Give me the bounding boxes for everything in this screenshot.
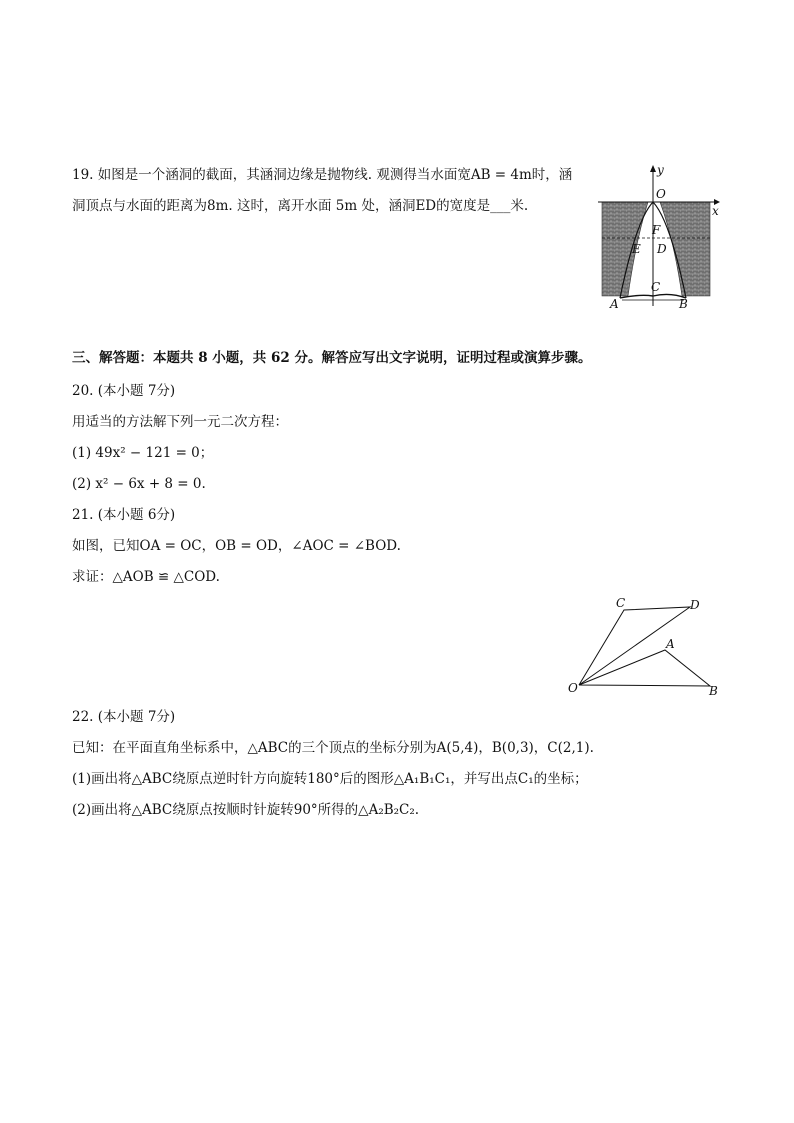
label-C: C bbox=[616, 596, 626, 610]
culvert-figure bbox=[590, 160, 730, 315]
label-y: y bbox=[657, 163, 664, 177]
q20-part-2: (2) x² − 6x + 8 = 0. bbox=[72, 476, 206, 492]
embankment-right bbox=[660, 202, 710, 296]
q22-part-1: (1)画出将△ABC绕原点逆时针方向旋转180°后的图形△A₁B₁C₁，并写出点C₁的坐标； bbox=[72, 771, 588, 787]
label-B: B bbox=[709, 684, 718, 698]
label-E: E bbox=[632, 242, 641, 256]
triangle-AOB bbox=[579, 650, 710, 686]
label-O: O bbox=[568, 681, 578, 695]
q20-part-1: (1) 49x² − 121 = 0； bbox=[72, 445, 214, 461]
q22-given: 已知：在平面直角坐标系中，△ABC的三个顶点的坐标分别为A(5,4)，B(0,3)，C(2,1). bbox=[72, 740, 594, 756]
label-F: F bbox=[652, 223, 661, 237]
label-B: B bbox=[679, 297, 688, 311]
q20-intro: 用适当的方法解下列一元二次方程： bbox=[72, 414, 288, 430]
label-D: D bbox=[657, 242, 667, 256]
label-C: C bbox=[651, 280, 661, 294]
section-heading: 三、解答题：本题共 8 小题，共 62 分。解答应写出文字说明，证明过程或演算步骤。 bbox=[72, 350, 592, 366]
q21-prove: 求证：△AOB ≌ △COD. bbox=[72, 569, 220, 585]
q19-line-1: 19. 如图是一个涵洞的截面，其涵洞边缘是抛物线. 观测得当水面宽AB = 4m时，涵 bbox=[72, 167, 573, 183]
q20-header: 20. (本小题 7分) bbox=[72, 383, 176, 399]
q21-header: 21. (本小题 6分) bbox=[72, 507, 176, 523]
label-A: A bbox=[610, 297, 619, 311]
label-x: x bbox=[712, 204, 719, 218]
label-D: D bbox=[690, 598, 700, 612]
q19-line-2: 洞顶点与水面的距离为8m. 这时，离开水面 5m 处，涵洞ED的宽度是___米. bbox=[72, 198, 529, 214]
q22-part-2: (2)画出将△ABC绕原点按顺时针旋转90°所得的△A₂B₂C₂. bbox=[72, 802, 420, 818]
triangles-figure bbox=[560, 590, 730, 700]
embankment bbox=[602, 202, 648, 296]
q21-given: 如图，已知OA = OC，OB = OD，∠AOC = ∠BOD. bbox=[72, 538, 401, 554]
q22-header: 22. (本小题 7分) bbox=[72, 709, 176, 725]
label-O: O bbox=[656, 187, 666, 201]
label-A: A bbox=[666, 637, 675, 651]
